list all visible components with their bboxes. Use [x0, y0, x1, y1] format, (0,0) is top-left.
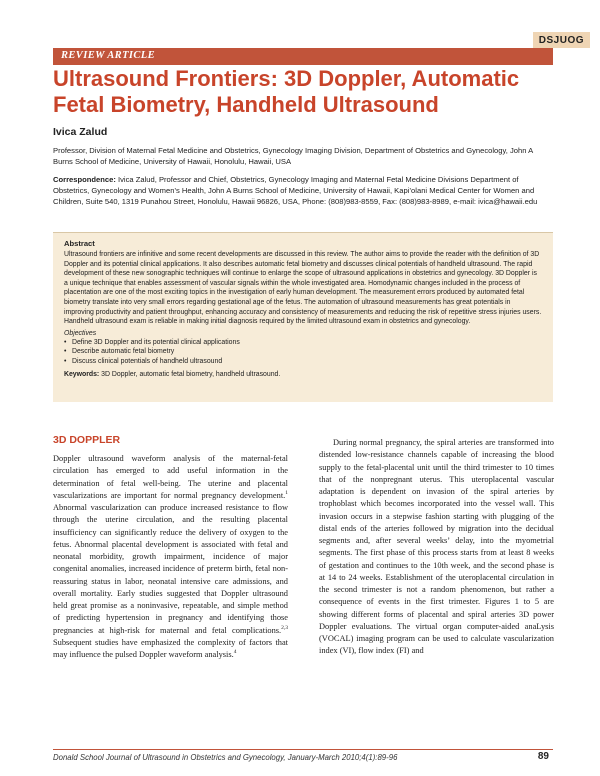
objective-item: • Define 3D Doppler and its potential clinical applications [64, 338, 240, 346]
footer-citation: Donald School Journal of Ultrasound in Obstetrics and Gynecology, January-March 2010;4(1):89-96 [53, 753, 398, 762]
citation-ref[interactable]: 2,3 [281, 624, 288, 631]
correspondence [53, 175, 553, 207]
abstract-heading: Abstract [64, 239, 95, 248]
abstract-text: Ultrasound frontiers are infinitive and some recent developments are discussed in this review. The author aims to provide the reader with the definition of 3D Doppler and its potential clinical applications. It also describes automatic fetal biometry and discusses clinical potentials of handheld ultrasound. The rapid development of these new sonographic techniques will continue to enlarge the scope of ultrasound applications in obstetrics and gynecology. 3D Doppler is a unique technique that enables assessment of vascular signals within the whole investigated area. Homodynamic changes included in the process of placentation are one of the most exciting topics in the investigation of early human development. The measurement errors produced by automated fetal biometry translate into very small errors regarding gestational age of the fetus. The automation of ultrasound measurements has great potentials in improving productivity and patient throughput, enhancing accuracy and consistency of measurements and reducing the risk of repetitive stress injuries users. Handheld ultrasound exam is reliable in making initial diagnosis required by the limited ultrasound exam in obstetrics and gynecology. [64, 251, 542, 326]
section-label: REVIEW ARTICLE [61, 50, 156, 61]
objectives-list [64, 338, 542, 367]
article-title: Ultrasound Frontiers: 3D Doppler, Automatic Fetal Biometry, Handheld Ultrasound [53, 66, 520, 117]
body-paragraph: During normal pregnancy, the spiral arteries are transformed into distended low-resistance channels capable of increasing the blood supply to the fetal-placental unit until the third trimester to 10 times that of the nonpregnant uterus. This uteroplacental vascular adaptation is dependent on invasion of the spiral arteries by trophoblast which becomes incorporated into the vessel wall. This invasion occurs in a stepwise fashion starting with plugging of the distal ends of the arteries followed by migration into the decidual segments and, after several weeks’ delay, into the myometrial segments. The first phase of this process starts from at least 8 weeks of gestation and continues to the 10th week, and the second phase is at 14 to 24 weeks. Establishment of the uteroplacental circulation in the second trimester is not a random phenomenon, but rather a consequence of events in the first trimester. Figures 1 to 5 are showing different forms of placental and spiral arteries 3D power Doppler evaluations. The virtual organ computer-aided anaLysis (VOCAL) imaging program can be used to calculate vascularization index (VI), flow index (FI) and [319, 438, 554, 656]
section-label-bar [53, 48, 553, 65]
objectives-heading: Objectives [64, 329, 97, 337]
abstract-box [53, 232, 553, 402]
left-column [53, 434, 288, 661]
objective-item: • Discuss clinical potentials of handheld ultrasound [64, 357, 223, 365]
bullet-icon: • [64, 348, 67, 356]
page-number: 89 [537, 751, 549, 762]
footer-rule [53, 749, 553, 750]
keywords [64, 370, 542, 380]
objective-item: • Describe automatic fetal biometry [64, 348, 175, 356]
journal-tag: DSJUOG [533, 32, 590, 48]
correspondence-text: Ivica Zalud, Professor and Chief, Obstetrics, Gynecology Imaging and Maternal Fetal Medicine Divisions Department of Obstetrics, Gynecology and Women’s Health, John A Burns School of Medicine, University of Hawaii, Kapi’olani Medical Center for Women and Children, Suite 540, 1319 Punahou Street, Honolulu, Hawaii 96826, USA, Phone: (808)983-8559, Fax: (808)983-8989, e-mail: ivica@hawaii.edu [53, 175, 538, 206]
correspondence-label: Correspondence: [53, 175, 116, 184]
right-column [319, 437, 554, 658]
citation-ref[interactable]: 4 [233, 649, 237, 656]
author-name: Ivica Zalud [53, 126, 108, 138]
citation-ref[interactable]: 1 [285, 489, 288, 496]
keywords-label: Keywords: [64, 370, 100, 378]
keywords-text: 3D Doppler, automatic fetal biometry, handheld ultrasound. [101, 370, 281, 378]
author-affiliation: Professor, Division of Maternal Fetal Medicine and Obstetrics, Gynecology Imaging Division, Department of Obstetrics and Gynecology, John A Burns School of Medicine, University of Hawaii, Honolulu, Hawaii, USA [53, 146, 533, 166]
body-paragraph: Doppler ultrasound waveform analysis of the maternal-fetal circulation has emerged to add useful information in the determination of fetal well-being. The uterine and placental vascularizations are important for normal pregnancy development.$^1$ Abnormal vascularization can produce increased resistance to flow through the uterine circulation, and the resulting placental insufficiency can significantly reduce the delivery of oxygen to the fetus. Abnormal placental development is associated with fetal and neonatal morbidity, growth impairment, incidence of major congenital anomalies, increased incidence of preterm birth, fetal non-reassuring status in labor, neonatal intensive care admissions, and overall mortality. Early studies suggested that Doppler ultrasound held great promise as a noninvasive, repeatable, and simple method of predicting hypertension in pregnancy and identifying those pregnancies at high-risk for maternal and fetal complications.$^{2,3}$ Subsequent studies have emphasized the complexity of factors that may influence the pulsed Doppler waveform analysis.$^4$ [53, 454, 288, 659]
bullet-icon: • [64, 338, 67, 346]
section-heading: 3D DOPPLER [53, 434, 121, 446]
bullet-icon: • [64, 357, 67, 365]
